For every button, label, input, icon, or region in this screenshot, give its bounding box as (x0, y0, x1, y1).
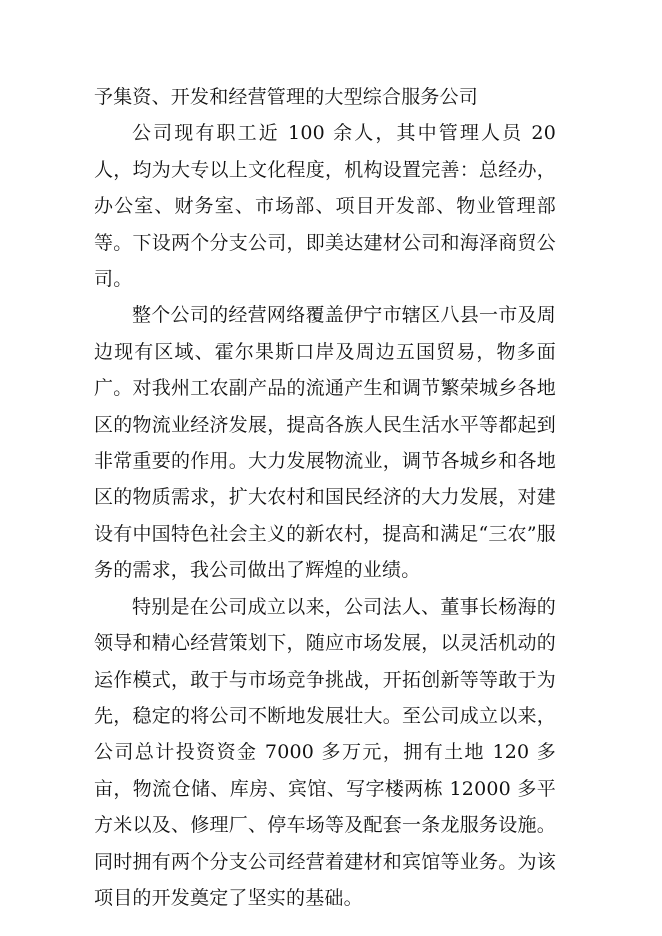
paragraph-staff: 公司现有职工近 100 余人，其中管理人员 20 人，均为大专以上文化程度，机构设置完善：总经办，办公室、财务室、市场部、项目开发部、物业管理部等。下设两个分支公司，即美达建材公司和海泽商贸公司。 (94, 122, 556, 291)
document-body (94, 79, 556, 916)
paragraph-network: 整个公司的经营网络覆盖伊宁市辖区八县一市及周边现有区域、霍尔果斯口岸及周边五国贸易，物多面广。对我州工农副产品的流通产生和调节繁荣城乡各地区的物流业经济发展，提高各族人民生活水平等都起到非常重要的作用。大力发展物流业，调节各城乡和各地区的物质需求，扩大农村和国民经济的大力发展，对建设有中国特色社会主义的新农村，提高和满足“三农”服务的需求，我公司做出了辉煌的业绩。 (94, 304, 556, 582)
paragraph-development: 特别是在公司成立以来，公司法人、董事长杨海的领导和精心经营策划下，随应市场发展，以灵活机动的运作模式，敢于与市场竞争挑战，开拓创新等等敢于为先，稳定的将公司不断地发展壮大。至公司成立以来，公司总计投资资金 7000 多万元，拥有土地 120 多亩，物流仓储、库房、宾馆、写字楼两栋 12000 多平方米以及、修理厂、停车场等及配套一条龙服务设施。同时拥有两个分支公司经营着建材和宾馆等业务。为该项目的开发奠定了坚实的基础。 (94, 595, 556, 909)
paragraph-continuation: 予集资、开发和经营管理的大型综合服务公司 (94, 86, 479, 108)
